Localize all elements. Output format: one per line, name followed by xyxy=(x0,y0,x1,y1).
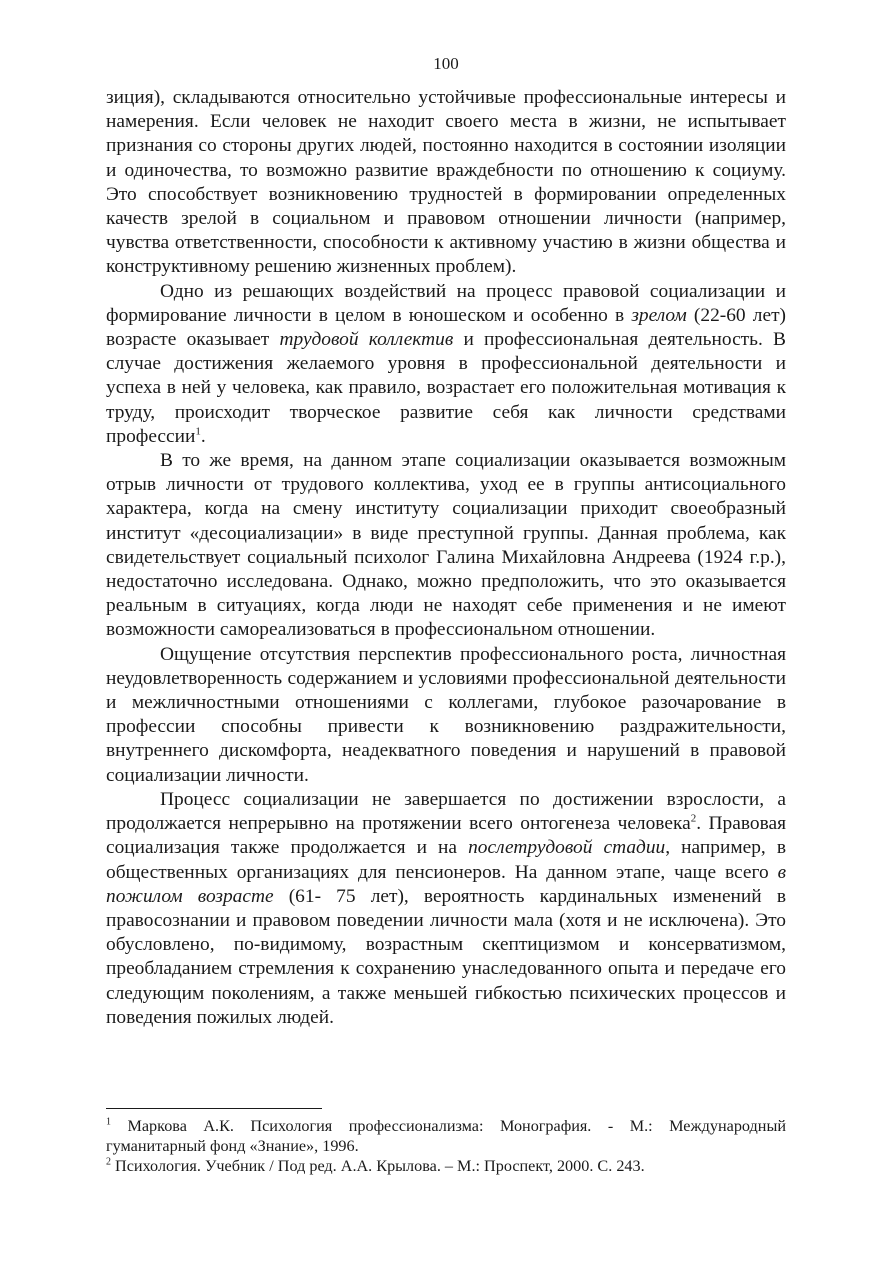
text-run: . Правовая социализация также продолжается и на xyxy=(106,813,786,859)
footnotes xyxy=(106,1116,786,1176)
paragraph xyxy=(106,280,786,449)
footnote-mark: 1 xyxy=(106,1116,111,1128)
emphasized-text: в пожилом возрасте xyxy=(106,861,786,907)
text-run: В то же время, на данном этапе социализации оказывается возможным отрыв личности от трудового коллектива, уход ее в группы антисоциального характера, когда на смену институту социализации приходит своеобразный институт «десоциализации» в виде преступной группы. Данная проблема, как свидетельствует социальный психолог Галина Михайловна Андреева (1924 г.р.), недостаточно исследована. Однако, можно предположить, что это оказывается реальным в ситуациях, когда люди не находят себе применения и не имеют возможности самореализоваться в профессиональном отношении. xyxy=(106,450,786,641)
text-run: (22-60 лет) возрасте оказывает xyxy=(106,304,787,351)
text-run: Одно из решающих воздействий на процесс правовой социализации и формирование личности в целом в юношеском и особенно в xyxy=(106,280,786,326)
emphasized-text: зрелом xyxy=(631,304,687,326)
text-run: и профессиональная деятельность. В случае достижения желаемого уровня в профессиональной деятельности и успеха в ней у человека, как правило, возрастает его положительная мотивация к труду, происходит творческое развитие себя как личности средствами профессии xyxy=(106,329,786,447)
footnote-reference: 1 xyxy=(195,425,201,438)
text-run: . xyxy=(200,425,206,447)
footnote-mark: 2 xyxy=(106,1156,111,1168)
paragraph xyxy=(106,643,786,788)
text-run: Процесс социализации не завершается по достижении взрослости, а продолжается непрерывно на протяжении всего онтогенеза человека xyxy=(106,788,786,835)
page-number: 100 xyxy=(433,54,459,73)
paragraph xyxy=(106,788,786,1030)
footnote-text: Психология. Учебник / Под ред. А.А. Крылова. – М.: Проспект, 2000. С. 243. xyxy=(111,1157,645,1175)
body-text xyxy=(106,86,786,1030)
footnote xyxy=(106,1116,786,1156)
footnote xyxy=(106,1156,786,1176)
footnote-reference: 2 xyxy=(690,812,697,825)
emphasized-text: трудовой коллектив xyxy=(279,329,454,351)
text-run: , например, в общественных организациях для пенсионеров. На данном этапе, чаще всего xyxy=(106,837,786,883)
text-run: Ощущение отсутствия перспектив профессионального роста, личностная неудовлетворенность содержанием и условиями профессиональной деятельности и межличностными отношениями с коллегами, глубокое разочарование в профессии способны привести к возникновению раздражительности, внутреннего дискомфорта, неадекватного поведения и нарушений в правовой социализации личности. xyxy=(106,643,786,786)
emphasized-text: послетрудовой стадии xyxy=(468,837,666,859)
text-run: зиция), складываются относительно устойчивые профессиональные интересы и намерения. Если человек не находит своего места в жизни, не испытывает признания со стороны других людей, постоянно находится в состоянии изоляции и одиночества, то возможно развитие враждебности по отношению к социуму. Это способствует возникновению трудностей в формировании определенных качеств зрелой в социальном и правовом отношении личности (например, чувства ответственности, способности к активному участию в жизни общества и конструктивному решению жизненных проблем). xyxy=(106,87,786,278)
footnote-divider xyxy=(106,1108,322,1109)
text-run: (61- 75 лет), вероятность кардинальных изменений в правосознании и правовом поведении личности мала (хотя и не исключена). Это обусловлено, по-видимому, возрастным скептицизмом и консерватизмом, преобладанием стремления к сохранению унаследованного опыта и передаче его следующим поколениям, а также меньшей гибкостью психических процессов и поведения пожилых людей. xyxy=(106,885,786,1028)
paragraph xyxy=(106,86,786,280)
footnote-text: Маркова А.К. Психология профессионализма: Монография. - М.: Международный гуманитарный фонд «Знание», 1996. xyxy=(106,1117,786,1155)
paragraph xyxy=(106,449,786,643)
